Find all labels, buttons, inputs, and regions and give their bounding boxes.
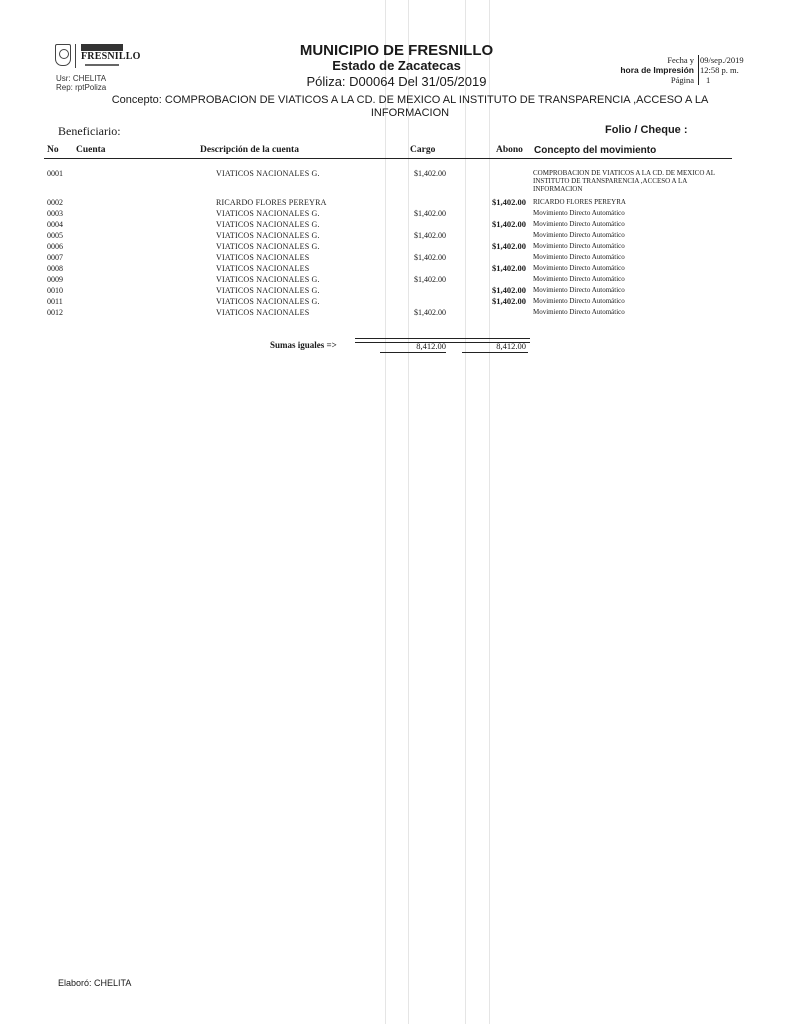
row-no: 0011 xyxy=(47,297,63,306)
row-descripcion: VIATICOS NACIONALES G. xyxy=(216,297,320,306)
row-no: 0006 xyxy=(47,242,63,251)
table-row xyxy=(0,274,793,285)
scan-artifact-line xyxy=(489,0,490,1024)
print-time: 12:58 p. m. xyxy=(700,65,739,75)
row-descripcion: VIATICOS NACIONALES xyxy=(216,308,310,317)
row-abono: $1,402.00 xyxy=(492,197,526,207)
col-header-cuenta: Cuenta xyxy=(76,145,106,155)
table-row xyxy=(0,296,793,307)
concepto-line-1: Concepto: COMPROBACION DE VIATICOS A LA CD. DE MEXICO AL INSTITUTO DE TRANSPARENCIA ,ACCESO A LA xyxy=(111,94,709,106)
totals-label: Sumas iguales => xyxy=(270,340,337,350)
elaboro-label: Elaboró: CHELITA xyxy=(58,978,132,988)
row-abono: $1,402.00 xyxy=(492,241,526,251)
row-no: 0012 xyxy=(47,308,63,317)
scan-artifact-line xyxy=(465,0,466,1024)
row-descripcion: VIATICOS NACIONALES G. xyxy=(216,242,320,251)
col-header-no: No xyxy=(47,145,59,155)
row-descripcion: VIATICOS NACIONALES G. xyxy=(216,209,320,218)
total-cargo: 8,412.00 xyxy=(416,341,446,351)
row-cargo: $1,402.00 xyxy=(414,209,446,218)
total-cargo-underline xyxy=(380,352,446,353)
row-concepto: Movimiento Directo Automático xyxy=(533,264,625,272)
row-concepto: Movimiento Directo Automático xyxy=(533,209,625,217)
row-concepto: Movimiento Directo Automático xyxy=(533,231,625,239)
row-no: 0008 xyxy=(47,264,63,273)
table-row xyxy=(0,208,793,219)
document-subtitle: Estado de Zacatecas xyxy=(332,58,461,73)
logo-text: FRESNILLO xyxy=(81,51,141,62)
col-header-abono: Abono xyxy=(496,145,523,155)
row-cargo: $1,402.00 xyxy=(414,231,446,240)
row-no: 0009 xyxy=(47,275,63,284)
user-line: Usr: CHELITA xyxy=(56,74,107,83)
row-abono: $1,402.00 xyxy=(492,263,526,273)
row-descripcion: VIATICOS NACIONALES G. xyxy=(216,169,320,178)
row-descripcion: VIATICOS NACIONALES xyxy=(216,264,310,273)
total-abono-underline xyxy=(462,352,528,353)
table-row xyxy=(0,263,793,274)
table-row xyxy=(0,168,793,193)
table-row xyxy=(0,219,793,230)
beneficiario-label: Beneficiario: xyxy=(58,124,121,138)
header-divider xyxy=(44,158,732,159)
row-no: 0007 xyxy=(47,253,63,262)
row-no: 0001 xyxy=(47,169,63,178)
table-row xyxy=(0,197,793,208)
label-fecha: Fecha y xyxy=(667,55,694,65)
row-descripcion: VIATICOS NACIONALES G. xyxy=(216,220,320,229)
table-row xyxy=(0,230,793,241)
poliza-number: Póliza: D00064 Del 31/05/2019 xyxy=(306,74,487,89)
table-row xyxy=(0,285,793,296)
print-date: 09/sep./2019 xyxy=(700,55,744,65)
row-no: 0005 xyxy=(47,231,63,240)
row-concepto: Movimiento Directo Automático xyxy=(533,253,625,261)
row-abono: $1,402.00 xyxy=(492,285,526,295)
report-line: Rep: rptPoliza xyxy=(56,83,107,92)
document-title: MUNICIPIO DE FRESNILLO xyxy=(299,42,494,59)
table-row xyxy=(0,307,793,318)
row-descripcion: VIATICOS NACIONALES G. xyxy=(216,231,320,240)
row-no: 0004 xyxy=(47,220,63,229)
row-cargo: $1,402.00 xyxy=(414,275,446,284)
label-hora: hora de Impresión xyxy=(620,65,694,75)
page-number: 1 xyxy=(706,75,711,85)
total-abono: 8,412.00 xyxy=(496,341,526,351)
row-concepto: Movimiento Directo Automático xyxy=(533,308,625,316)
row-concepto: Movimiento Directo Automático xyxy=(533,220,625,228)
row-concepto: Movimiento Directo Automático xyxy=(533,242,625,250)
row-descripcion: RICARDO FLORES PEREYRA xyxy=(216,198,327,207)
row-abono: $1,402.00 xyxy=(492,296,526,306)
row-concepto: Movimiento Directo Automático xyxy=(533,286,625,294)
concepto-block xyxy=(90,94,730,120)
concepto-line-2: INFORMACION xyxy=(370,107,450,119)
table-row xyxy=(0,241,793,252)
row-cargo: $1,402.00 xyxy=(414,253,446,262)
row-descripcion: VIATICOS NACIONALES G. xyxy=(216,275,320,284)
row-abono: $1,402.00 xyxy=(492,219,526,229)
row-concepto: Movimiento Directo Automático xyxy=(533,275,625,283)
scan-artifact-line xyxy=(385,0,386,1024)
row-no: 0010 xyxy=(47,286,63,295)
row-cargo: $1,402.00 xyxy=(414,308,446,317)
row-concepto: Movimiento Directo Automático xyxy=(533,297,625,305)
row-concepto: COMPROBACION DE VIATICOS A LA CD. DE MEXICO AL INSTITUTO DE TRANSPARENCIA ,ACCESO A LA INFORMACION xyxy=(533,169,715,193)
table-row xyxy=(0,252,793,263)
col-header-descripcion: Descripción de la cuenta xyxy=(200,145,299,155)
print-info-labels xyxy=(590,55,699,85)
scan-artifact-line xyxy=(408,0,409,1024)
row-no: 0003 xyxy=(47,209,63,218)
print-info-values xyxy=(700,55,744,85)
row-descripcion: VIATICOS NACIONALES xyxy=(216,253,310,262)
col-header-cargo: Cargo xyxy=(410,145,436,155)
row-cargo: $1,402.00 xyxy=(414,169,446,178)
label-pagina: Página xyxy=(670,75,694,85)
col-header-concepto: Concepto del movimiento xyxy=(534,145,657,156)
folio-label: Folio / Cheque : xyxy=(605,124,688,136)
row-no: 0002 xyxy=(47,198,63,207)
row-descripcion: VIATICOS NACIONALES G. xyxy=(216,286,320,295)
row-concepto: RICARDO FLORES PEREYRA xyxy=(533,198,626,206)
